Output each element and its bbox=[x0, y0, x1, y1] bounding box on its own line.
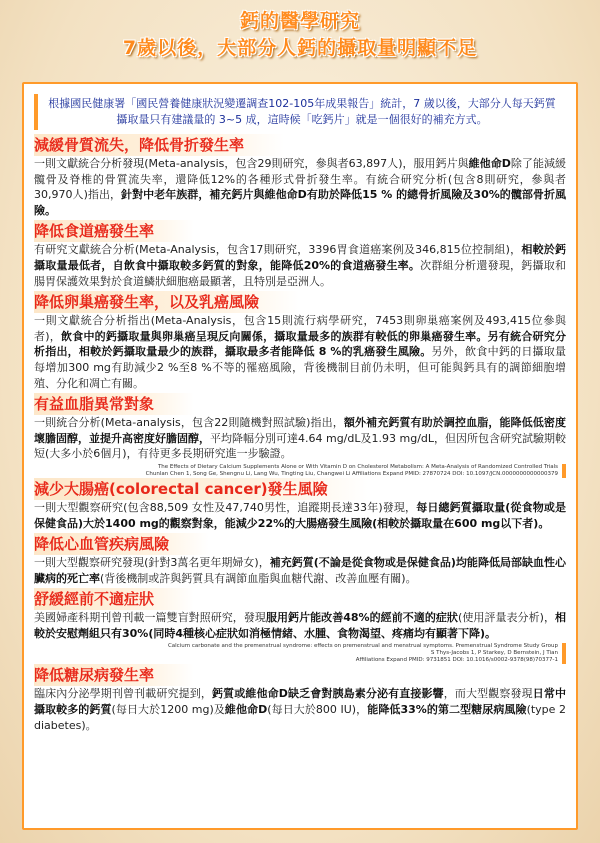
reference-citation bbox=[34, 643, 566, 664]
text-run: 一則大型觀察研究發現(針對3萬名更年期婦女)， bbox=[34, 556, 270, 570]
section-ovarian bbox=[34, 291, 566, 391]
page-title: 鈣的醫學研究 bbox=[239, 10, 360, 32]
section-text bbox=[34, 242, 566, 289]
text-bold: 飲食中的鈣攝取量與卵巢癌呈現反向關係，攝取量最多的族群有較低的卵巢癌發生率。另有統合研究分析指出，相較於鈣攝取量最少的族群，攝取最多者能降低 8 %的乳癌發生風險。 bbox=[34, 329, 567, 359]
text-bold: 鈣質或維他命D缺乏會對胰島素分泌有直接影響 bbox=[212, 687, 444, 701]
section-heading: 降低食道癌發生率 bbox=[34, 220, 194, 242]
content-panel bbox=[22, 82, 578, 830]
text-bold: 維他命D bbox=[224, 703, 268, 717]
section-heading: 降低心血管疾病風險 bbox=[34, 533, 209, 555]
intro-paragraph: 根據國民健康署「國民營養健康狀況變遷調查102-105年成果報告」統計，7 歲以後，大部分人每天鈣質攝取量只有建議量的 3~5 成，這時候「吃鈣片」就是一個很好的補充方式。 bbox=[34, 94, 566, 130]
section-text bbox=[34, 555, 566, 586]
text-run: 一則統合分析(Meta-analysis，包含22則隨機對照試驗)指出， bbox=[34, 416, 344, 430]
text-bold: 補充鈣質(不論是從食物或是保健食品)均能降低局部缺血性心臟病的死亡率 bbox=[34, 556, 566, 585]
section-text bbox=[34, 415, 566, 462]
section-diabetes bbox=[34, 664, 566, 733]
section-text bbox=[34, 156, 566, 218]
text-bold: 相較於安慰劑組只有30%(同時4種核心症狀如消極情緒、水腫、食物渴望、疼痛均有顯著下降)。 bbox=[34, 611, 567, 640]
reference-accent-bar bbox=[562, 643, 566, 664]
reference-line: Calcium carbonate and the premenstrual syndrome: effects on premenstrual and menstrual symptoms. Premenstrual Syndrome Study Group bbox=[167, 643, 558, 650]
text-run: ，而大型觀察發現 bbox=[443, 687, 533, 701]
text-bold: 相較於鈣攝取量最低者，自飲食中攝取較多鈣質的對象，能降低20%的食道癌發生率。 bbox=[34, 243, 567, 272]
reference-line: The Effects of Dietary Calcium Supplements Alone or With Vitamin D on Cholesterol Metabolism: A Meta-Analysis of Randomized Controlled Trials bbox=[157, 463, 558, 470]
text-run: 有研究文獻統合分析(Meta-Analysis，包含17則研究，3396胃食道癌案例及346,815位控制組)， bbox=[34, 243, 522, 257]
text-bold: 額外補充鈣質有助於調控血脂，能降低低密度壞膽固醇，並提升高密度好膽固醇， bbox=[34, 416, 567, 445]
text-run: 臨床內分泌學期刊曾刊載研究提到， bbox=[34, 687, 212, 701]
text-bold: 每日總鈣質攝取量(從食物或是保健食品)大於1400 mg的觀察對象，能減少22%的大腸癌發生風險(相較於攝取量在600 mg以下者)。 bbox=[34, 500, 566, 530]
section-text bbox=[34, 610, 566, 641]
text-run: 一則大型觀察研究(包含88,509 女性及47,740男性，追蹤期長達33年)發現， bbox=[34, 500, 417, 514]
section-fracture bbox=[34, 134, 566, 218]
text-run: (使用評量表分析)， bbox=[457, 611, 556, 625]
section-heading: 降低糖尿病發生率 bbox=[34, 664, 194, 686]
text-run: 平均降幅分別可達4.64 mg/dL及1.93 mg/dL，但因所包含研究試驗期較短(大多小於6個月)，有待更多長期研究進一步驗證。 bbox=[34, 431, 567, 461]
text-run: 除了能減緩髖骨及脊椎的骨質流失率，還降低12%的各種形式骨折發生率。有統合研究分析(包含8則研究，參與者30,970人)指出， bbox=[34, 157, 566, 202]
page-subtitle: 7歲以後，大部分人鈣的攝取量明顯不足 bbox=[122, 37, 478, 59]
section-heading: 有益血脂異常對象 bbox=[34, 393, 194, 415]
section-text bbox=[34, 686, 566, 733]
reference-line: S Thys-Jacobs 1, P Starkey, D Bernstein, J Tian bbox=[430, 650, 558, 657]
text-run: 次群組分析還發現，鈣攝取和腸胃保護效果對於食道鱗狀細胞癌最顯著，且特別是亞洲人。 bbox=[34, 258, 567, 288]
text-run: 美國婦產科期刊曾刊載一篇雙盲對照研究，發現 bbox=[34, 611, 266, 625]
reference-line: Affiliations Expand PMID: 9731851 DOI: 10.1016/s0002-9378(98)70377-1 bbox=[355, 657, 558, 664]
reference-line: Chunlan Chen 1, Song Ge, Shengnu Li, Lang Wu, Tingting Liu, Changwei Li Affiliations Expand PMID: 27870724 DOI: 10.1097/JCN.0000000000000379 bbox=[145, 470, 558, 477]
text-bold: 針對中老年族群，補充鈣片與維他命D有助於降低15 % 的總骨折風險及30%的髖部骨折風險。 bbox=[34, 188, 566, 217]
section-heading: 降低卵巢癌發生率，以及乳癌風險 bbox=[34, 291, 299, 313]
section-colorectal bbox=[34, 478, 566, 531]
text-run: (type 2 diabetes)。 bbox=[34, 703, 566, 732]
text-run: 一則文獻統合分析發現(Meta-analysis，包含29則研究，參與者63,897人)，服用鈣片與 bbox=[34, 157, 469, 170]
text-run: (每日大於1200 mg)及 bbox=[111, 703, 225, 717]
section-text bbox=[34, 313, 566, 391]
text-bold: 能降低33%的第二型糖尿病風險 bbox=[367, 703, 527, 717]
text-run: (每日大於800 IU)， bbox=[267, 703, 368, 717]
reference-accent-bar bbox=[562, 464, 566, 478]
section-lipids bbox=[34, 393, 566, 478]
text-run: 另外，飲食中鈣的日攝取量每增加300 mg有助減少2 %至8 %不等的罹癌風險，背後機制目前仍未明，但可能與鈣具有的調節細胞增殖、分化和凋亡有關。 bbox=[34, 345, 566, 390]
section-heading: 舒緩經前不適症狀 bbox=[34, 588, 194, 610]
reference-citation bbox=[34, 464, 566, 478]
text-run: (背後機制或許與鈣質具有調節血脂與血糖代謝、改善血壓有關)。 bbox=[100, 571, 417, 585]
section-text bbox=[34, 500, 566, 531]
text-bold: 維他命D bbox=[468, 157, 511, 170]
content-body bbox=[34, 94, 566, 735]
section-heading: 減緩骨質流失，降低骨折發生率 bbox=[34, 134, 284, 156]
text-bold: 服用鈣片能改善48%的經前不適的症狀 bbox=[265, 611, 458, 625]
section-cardiovascular bbox=[34, 533, 566, 586]
title-block bbox=[0, 8, 600, 62]
text-bold: 日常中攝取較多的鈣質 bbox=[34, 687, 566, 717]
text-run: 一則文獻統合分析指出(Meta-Analysis，包含15則流行病學研究，7453則卵巢癌案例及493,415位參與者)， bbox=[34, 314, 566, 343]
section-heading: 減少大腸癌(colorectal cancer)發生風險 bbox=[34, 478, 368, 500]
section-pms bbox=[34, 588, 566, 664]
section-esophageal bbox=[34, 220, 566, 289]
